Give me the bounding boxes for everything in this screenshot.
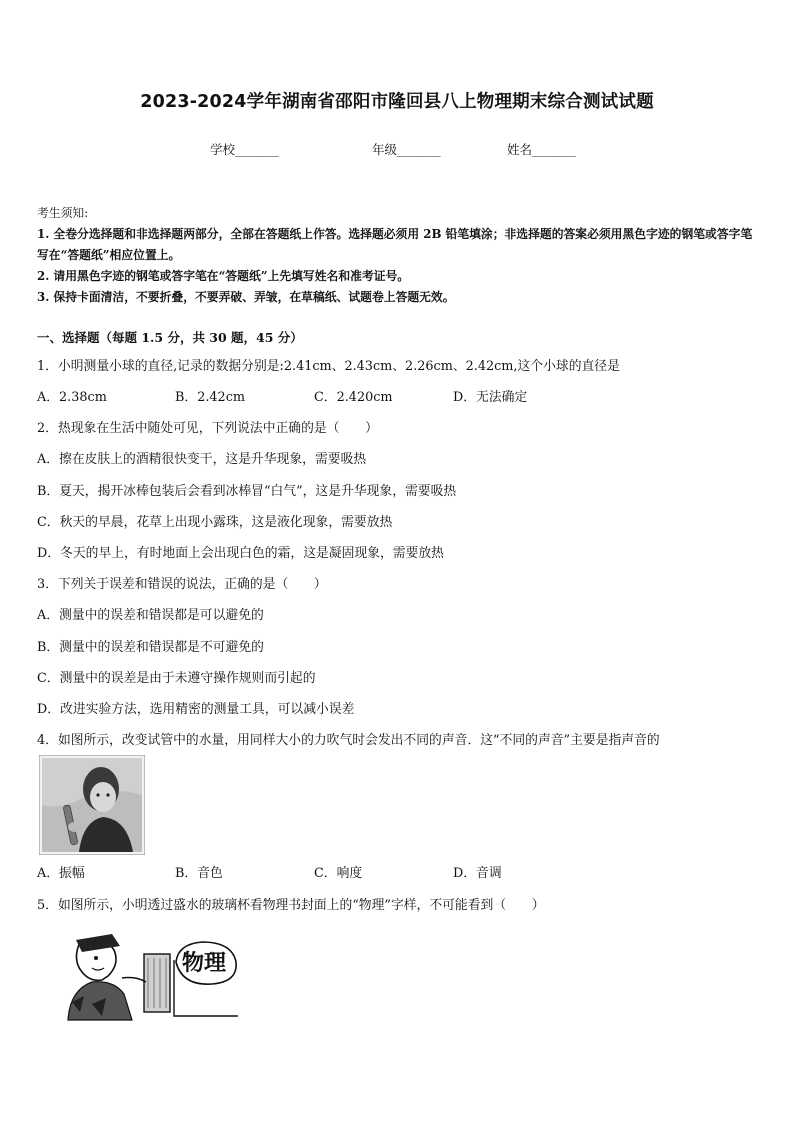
name-field: 姓名_______: [507, 142, 576, 157]
grade-field: 年级_______: [372, 142, 441, 157]
question-1-option-d: D．无法确定: [453, 390, 528, 405]
question-3-option-d: D．改进实验方法，选用精密的测量工具，可以减小误差: [37, 702, 355, 717]
question-3-option-a: A．测量中的误差和错误都是可以避免的: [37, 608, 264, 623]
question-2-stem: 2．热现象在生活中随处可见，下列说法中正确的是（ ）: [37, 421, 378, 436]
question-4-option-d: D．音调: [453, 866, 502, 881]
question-1-stem: 1．小明测量小球的直径,记录的数据分别是:2.41cm、2.43cm、2.26cm、2.42cm,这个小球的直径是: [37, 359, 620, 374]
section-heading: 一、选择题（每题 1.5 分，共 30 题，45 分）: [37, 330, 303, 345]
question-4-option-b: B．音色: [175, 866, 223, 881]
boy-looking-through-glass-figure: [62, 932, 240, 1024]
question-2-option-c: C．秋天的早晨，花草上出现小露珠，这是液化现象，需要放热: [37, 515, 393, 530]
question-1-option-b: B．2.42cm: [175, 390, 245, 405]
question-3-option-c: C．测量中的误差是由于未遵守操作规则而引起的: [37, 671, 316, 686]
page-title: 2023-2024学年湖南省邵阳市隆回县八上物理期末综合测试试题: [140, 92, 654, 112]
question-1-option-c: C．2.420cm: [314, 390, 393, 405]
question-2-option-a: A．擦在皮肤上的酒精很快变干，这是升华现象，需要吸热: [37, 452, 367, 467]
question-2-option-b: B．夏天，揭开冰棒包装后会看到冰棒冒“白气”，这是升华现象，需要吸热: [37, 484, 457, 499]
notice-item: 3. 保持卡面清洁，不要折叠，不要弄破、弄皱，在草稿纸、试题卷上答题无效。: [37, 290, 455, 304]
notice-heading: 考生须知:: [37, 206, 89, 220]
physics-book-text: 物理: [182, 951, 227, 976]
notice-item: 2. 请用黑色字迹的钢笔或答字笔在“答题纸”上先填写姓名和准考证号。: [37, 269, 410, 283]
notice-item: 1. 全卷分选择题和非选择题两部分，全部在答题纸上作答。选择题必须用 2B 铅笔填涂；非选择题的答案必须用黑色字迹的钢笔或答字笔写在“答题纸”相应位置上。: [37, 227, 753, 262]
question-3-option-b: B．测量中的误差和错误都是不可避免的: [37, 640, 264, 655]
question-5-stem: 5．如图所示，小明透过盛水的玻璃杯看物理书封面上的“物理”字样，不可能看到（ ）: [37, 898, 545, 913]
exam-notice: [37, 203, 759, 308]
girl-blowing-test-tube-photo: [39, 755, 145, 855]
school-field: 学校_______: [210, 142, 279, 157]
question-4-option-c: C．响度: [314, 866, 363, 881]
question-3-stem: 3．下列关于误差和错误的说法，正确的是（ ）: [37, 577, 327, 592]
question-2-option-d: D．冬天的早上，有时地面上会出现白色的霜，这是凝固现象，需要放热: [37, 546, 444, 561]
question-1-option-a: A．2.38cm: [37, 390, 107, 405]
question-4-option-a: A．振幅: [37, 866, 85, 881]
question-4-stem: 4．如图所示，改变试管中的水量，用同样大小的力吹气时会发出不同的声音．这“不同的声音”主要是指声音的: [37, 733, 660, 748]
